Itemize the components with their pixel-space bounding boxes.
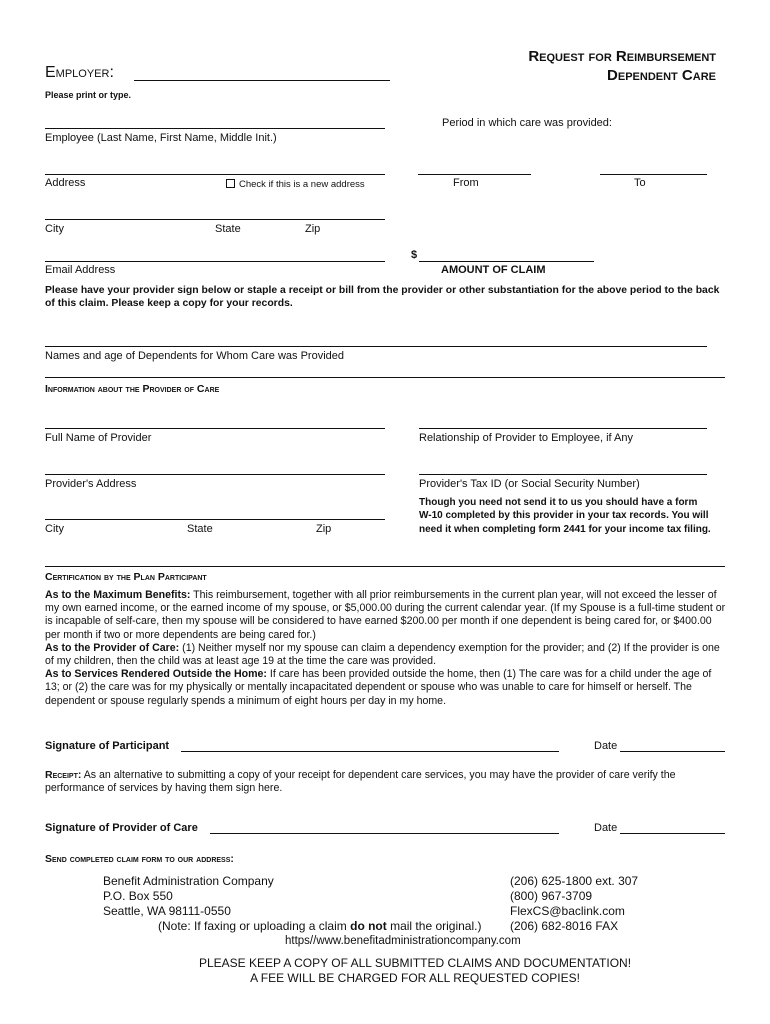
website-link[interactable]: https//www.benefitadministrationcompany.com [285, 935, 521, 947]
dollar-sign: $ [411, 249, 418, 261]
provider-signature-label: Signature of Provider of Care [45, 822, 198, 834]
employer-field[interactable] [134, 80, 390, 81]
po-box: P.O. Box 550 [103, 889, 173, 903]
fax-note-post: mail the original.) [386, 919, 482, 933]
address-field[interactable] [45, 174, 385, 175]
form-title-line2: Dependent Care [607, 67, 716, 84]
to-label: To [634, 177, 646, 189]
participant-signature-field[interactable] [181, 751, 559, 752]
provider-care-head: As to the Provider of Care: [45, 641, 180, 654]
provider-city-label: City [45, 523, 64, 535]
send-section-title: Send completed claim form to our address: [45, 853, 234, 865]
city-line: Seattle, WA 98111-0550 [103, 904, 231, 918]
receipt-text [45, 769, 727, 795]
tax-id-label: Provider's Tax ID (or Social Security Number) [419, 478, 640, 490]
employee-name-field[interactable] [45, 128, 385, 129]
outside-home-text: If care has been provided outside the home, then (1) The care was for a child under the age of 13; or (2) the care was for my physically or mentally incapacitated dependent or spouse who was unable to care for himself or herself. The dependent or spouse regularly spends a minimum of eight hours per day in my home. [45, 668, 712, 707]
provider-state-label: State [187, 523, 213, 535]
section-divider [45, 566, 725, 567]
footer-notice [0, 956, 770, 986]
company-name: Benefit Administration Company [103, 874, 274, 888]
zip-label: Zip [305, 223, 321, 235]
outside-home-head: As to Services Rendered Outside the Home: [45, 668, 267, 681]
certification-section-title: Certification by the Plan Participant [45, 571, 207, 583]
fax-note [158, 919, 481, 934]
provider-address-label: Provider's Address [45, 478, 137, 490]
receipt-body: As an alternative to submitting a copy of your receipt for dependent care services, you may have the provider of care verify the performance of services by having them sign here. [45, 769, 676, 795]
receipt-head: Receipt: [45, 769, 82, 781]
provider-care-text: (1) Neither myself nor my spouse can claim a dependency exemption for the provider; and (2) If the provider is one of my children, then the child was at least age 19 at the time the care was provided. [45, 641, 720, 668]
certification-text [45, 589, 727, 708]
provider-name-label: Full Name of Provider [45, 432, 152, 444]
mailing-address [103, 874, 274, 919]
amount-field[interactable] [419, 261, 594, 262]
footer-line2: A FEE WILL BE CHARGED FOR ALL REQUESTED COPIES! [250, 971, 580, 985]
fax-note-bold: do not [350, 919, 387, 933]
provider-date-label: Date [594, 822, 618, 834]
new-address-label: Check if this is a new address [239, 179, 365, 190]
relationship-field[interactable] [419, 428, 707, 429]
instructions: Please have your provider sign below or staple a receipt or bill from the provider or other substantiation for the above period to the back of this claim. Please keep a copy for your records. [45, 285, 720, 310]
state-label: State [215, 223, 241, 235]
form-title-line1: Request for Reimbursement [528, 48, 716, 65]
employer-label: Employer: [45, 64, 114, 81]
phone2: (800) 967-3709 [510, 889, 593, 903]
provider-zip-label: Zip [316, 523, 332, 535]
tax-id-field[interactable] [419, 474, 707, 475]
section-divider [45, 377, 725, 378]
participant-date-field[interactable] [620, 751, 725, 752]
period-from-field[interactable] [418, 174, 531, 175]
contact-info [510, 874, 638, 934]
city-state-zip-field[interactable] [45, 219, 385, 220]
max-benefits-head: As to the Maximum Benefits: [45, 589, 191, 601]
relationship-label: Relationship of Provider to Employee, if Any [419, 432, 634, 444]
email-link[interactable]: FlexCS@baclink.com [510, 904, 625, 918]
fax-note-pre: (Note: If faxing or uploading a claim [158, 919, 351, 933]
email-label: Email Address [45, 264, 116, 276]
footer-line1: PLEASE KEEP A COPY OF ALL SUBMITTED CLAIMS AND DOCUMENTATION! [198, 956, 632, 970]
provider-section-title: Information about the Provider of Care [45, 383, 220, 395]
provider-name-field[interactable] [45, 428, 385, 429]
participant-date-label: Date [594, 740, 618, 752]
amount-label: AMOUNT OF CLAIM [441, 264, 546, 276]
address-label: Address [45, 177, 86, 189]
from-label: From [453, 177, 479, 189]
form-title [528, 47, 716, 85]
w10-note: Though you need not send it to us you should have a form W-10 completed by this provider in your tax records. You will need it when completing form 2441 for your income tax filing. [419, 497, 711, 535]
checkbox-icon[interactable] [226, 179, 235, 188]
employee-name-label: Employee (Last Name, First Name, Middle Init.) [45, 132, 277, 144]
provider-signature-field[interactable] [210, 833, 559, 834]
max-benefits-text: This reimbursement, together with all prior reimbursements in the current plan year, will not exceed the lesser of my own earned income, or the earned income of my spouse, or $5,000.00 during the current calendar year. (If my Spouse is a full-time student or is incapable of self-care, then my spouse will be considered to have earned $200.00 per month if one dependent is being cared for, or $400.00 per month if two or more dependents are being cared for.) [45, 589, 726, 641]
provider-city-field[interactable] [45, 519, 385, 520]
new-address-checkbox[interactable] [226, 178, 365, 191]
fax-number: (206) 682-8016 FAX [510, 919, 619, 933]
email-field[interactable] [45, 261, 385, 262]
provider-address-field[interactable] [45, 474, 385, 475]
dependents-label: Names and age of Dependents for Whom Care was Provided [45, 350, 344, 362]
print-note: Please print or type. [45, 90, 132, 100]
provider-date-field[interactable] [620, 833, 725, 834]
dependents-field[interactable] [45, 346, 707, 347]
participant-signature-label: Signature of Participant [45, 740, 170, 752]
period-to-field[interactable] [600, 174, 707, 175]
period-label: Period in which care was provided: [442, 117, 612, 129]
city-label: City [45, 223, 64, 235]
phone1: (206) 625-1800 ext. 307 [510, 874, 639, 888]
